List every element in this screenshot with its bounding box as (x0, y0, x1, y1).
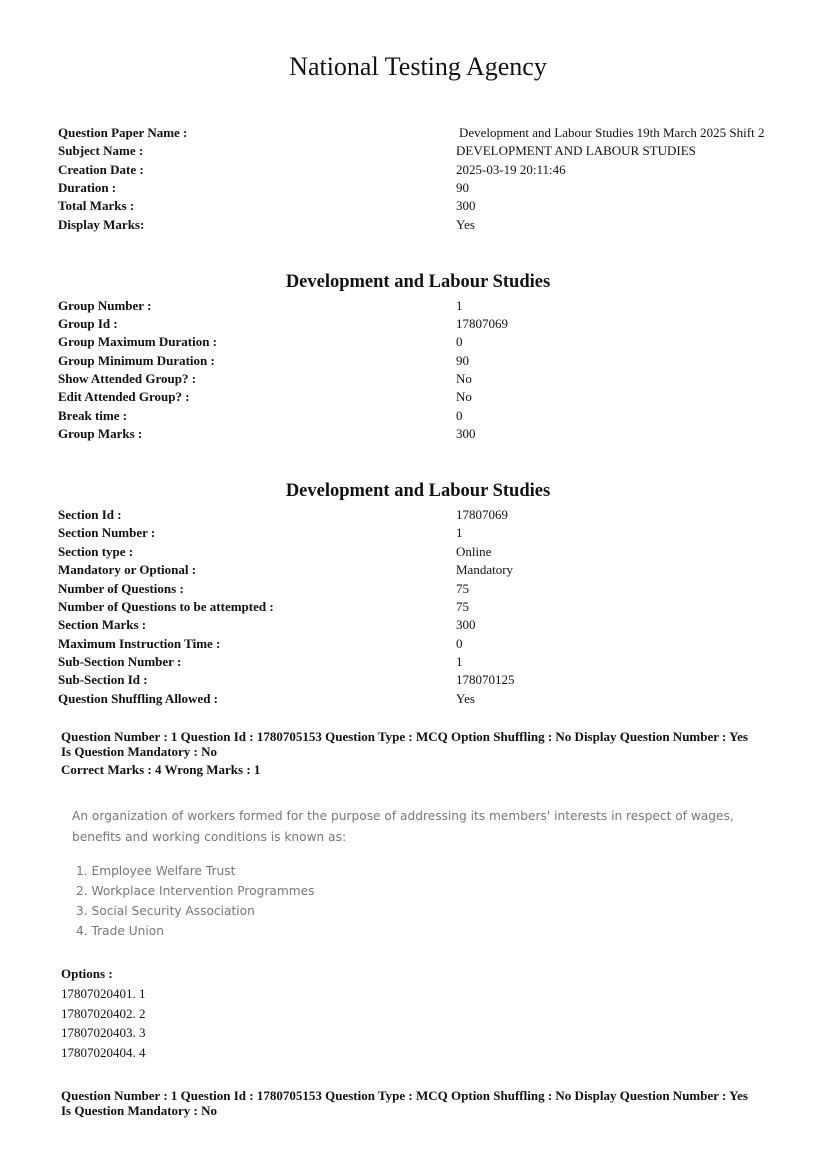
info-key: Subject Name : (58, 143, 144, 158)
group-value: 17807069 (456, 316, 508, 331)
group-row (58, 370, 788, 388)
section-key: Sub-Section Number : (58, 654, 182, 669)
question-meta: Question Number : 1 Question Id : 1780705153 Question Type : MCQ Option Shuffling : No Display Question Number : Yes (61, 729, 748, 744)
info-row (58, 197, 788, 215)
question-choice: 4. Trade Union (76, 924, 164, 938)
section-row (58, 671, 788, 689)
section-value: 1 (456, 525, 463, 540)
info-value: DEVELOPMENT AND LABOUR STUDIES (456, 143, 696, 158)
info-value: Development and Labour Studies 19th March 2025 Shift 2 (459, 125, 765, 140)
group-value: 90 (456, 353, 469, 368)
info-key: Question Paper Name : (58, 125, 188, 140)
section-key: Section Marks : (58, 617, 147, 632)
info-value: 2025-03-19 20:11:46 (456, 162, 566, 177)
info-key: Total Marks : (58, 198, 135, 213)
section-key: Number of Questions to be attempted : (58, 599, 274, 614)
section-key: Question Shuffling Allowed : (58, 691, 219, 706)
group-key: Group Marks : (58, 426, 143, 441)
group-row (58, 297, 788, 315)
group-row (58, 333, 788, 351)
option-id: 17807020402. 2 (61, 1006, 146, 1021)
info-row (58, 216, 788, 234)
section-row (58, 616, 788, 634)
group-key: Break time : (58, 408, 128, 423)
section-value: 75 (456, 581, 469, 596)
group-value: 0 (456, 408, 463, 423)
question-meta: Question Number : 1 Question Id : 1780705153 Question Type : MCQ Option Shuffling : No Display Question Number : Yes (61, 1088, 748, 1103)
section-row (58, 543, 788, 561)
section-key: Section Number : (58, 525, 156, 540)
section-value: 75 (456, 599, 469, 614)
info-key: Duration : (58, 180, 117, 195)
group-heading: Development and Labour Studies (285, 272, 551, 292)
group-value: 1 (456, 298, 463, 313)
section-row (58, 524, 788, 542)
info-key: Display Marks: (58, 217, 145, 232)
group-row (58, 388, 788, 406)
section-key: Maximum Instruction Time : (58, 636, 221, 651)
question-choice: 2. Workplace Intervention Programmes (76, 884, 315, 898)
info-row (58, 161, 788, 179)
group-row (58, 407, 788, 425)
group-value: No (456, 371, 472, 386)
option-id: 17807020404. 4 (61, 1045, 146, 1060)
section-row (58, 635, 788, 653)
question-choice: 3. Social Security Association (76, 904, 255, 918)
section-row (58, 506, 788, 524)
section-value: 300 (456, 617, 476, 632)
section-row (58, 653, 788, 671)
group-row (58, 315, 788, 333)
section-value: Yes (456, 691, 475, 706)
section-key: Section Id : (58, 507, 122, 522)
group-key: Group Minimum Duration : (58, 353, 215, 368)
section-key: Mandatory or Optional : (58, 562, 197, 577)
section-value: 17807069 (456, 507, 508, 522)
group-key: Show Attended Group? : (58, 371, 197, 386)
section-value: 0 (456, 636, 463, 651)
page-title: National Testing Agency (289, 52, 547, 81)
section-row (58, 580, 788, 598)
option-id: 17807020401. 1 (61, 986, 146, 1001)
group-row (58, 352, 788, 370)
group-row (58, 425, 788, 443)
group-key: Group Id : (58, 316, 118, 331)
group-key: Edit Attended Group? : (58, 389, 190, 404)
question-text: An organization of workers formed for the purpose of addressing its members' interests in respect of wages, benefits and working conditions is known as: (72, 809, 734, 844)
info-value: Yes (456, 217, 475, 232)
section-value: 1 (456, 654, 463, 669)
section-row (58, 598, 788, 616)
options-label: Options : (61, 966, 113, 981)
info-row (58, 179, 788, 197)
info-value: 300 (456, 198, 476, 213)
section-key: Section type : (58, 544, 134, 559)
option-id: 17807020403. 3 (61, 1025, 146, 1040)
question-choice: 1. Employee Welfare Trust (76, 864, 236, 878)
section-value: Mandatory (456, 562, 514, 577)
group-value: No (456, 389, 472, 404)
section-key: Sub-Section Id : (58, 672, 148, 687)
info-row (58, 142, 788, 160)
group-value: 0 (456, 334, 463, 349)
section-key: Number of Questions : (58, 581, 184, 596)
section-value: Online (456, 544, 492, 559)
section-heading: Development and Labour Studies (285, 481, 551, 501)
question-marks: Correct Marks : 4 Wrong Marks : 1 (61, 762, 261, 777)
info-key: Creation Date : (58, 162, 144, 177)
section-row (58, 561, 788, 579)
group-key: Group Number : (58, 298, 152, 313)
question-mandatory: Is Question Mandatory : No (61, 744, 218, 759)
section-row (58, 690, 788, 708)
section-value: 178070125 (456, 672, 515, 687)
info-row (58, 124, 788, 142)
group-key: Group Maximum Duration : (58, 334, 218, 349)
group-value: 300 (456, 426, 476, 441)
question-mandatory: Is Question Mandatory : No (61, 1103, 218, 1118)
info-value: 90 (456, 180, 469, 195)
